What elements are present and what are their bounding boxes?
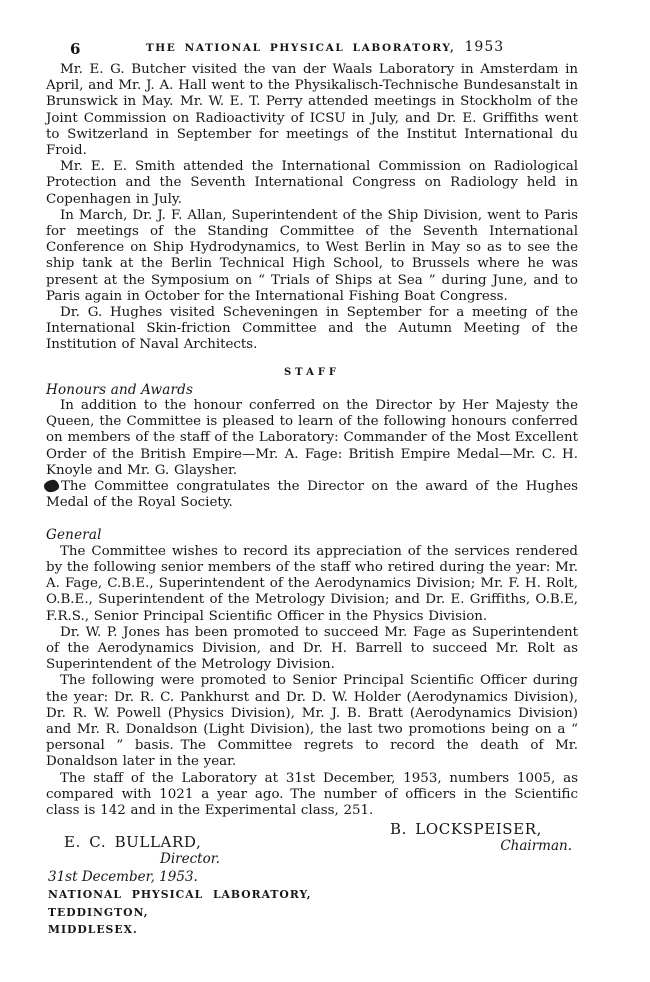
- address-line-middlesex: MIDDLESEX.: [48, 923, 138, 936]
- director-name: E. C. BULLARD,: [64, 833, 202, 851]
- director-signature-block: [46, 834, 578, 939]
- paragraph-hughes-medal: [46, 479, 578, 511]
- paragraph-honours-conferred: In addition to the honour conferred on the Director by Her Majesty the Queen, the Committee is pleased to learn of the following honours conferred on members of the staff of the Laboratory: Commander of the Most Excellent Order of the British Empire—Mr. A. Fage: British Empire Medal—Mr. C. H. Knoyle and Mr. G. Glaysher.: [46, 398, 578, 478]
- paragraph-butcher-visits: Mr. E. G. Butcher visited the van der Waals Laboratory in Amsterdam in April, and Mr. J. A. Hall went to the Physikalisch-Technische Bundesanstalt in Brunswick in May. Mr. W. E. T. Perry attended meetings in Stockholm of the Joint Commission on Radioactivity of ICSU in July, and Dr. E. Griffiths went to Switzerland in September for meetings of the Institut International du Froid.: [46, 62, 578, 159]
- subsection-heading-honours-and-awards: Honours and Awards: [46, 381, 194, 398]
- page-number: 6: [70, 40, 81, 58]
- address-line-teddington: TEDDINGTON,: [48, 905, 149, 919]
- running-title-text: THE NATIONAL PHYSICAL LABORATORY,: [145, 42, 456, 54]
- paragraph-spso-promotions: The following were promoted to Senior Principal Scientific Officer during the year: Dr. R. C. Pankhurst and Dr. D. W. Holder (Aerodynamics Division), Dr. R. W. Powell (Physics Division), Mr. J. B. Bratt (Aerodynamics Division) and Mr. R. Donaldson (Light Division), the last two promotions being on a “ personal ” basis. The Committee regrets to record the death of Mr. Donaldson later in the year.: [46, 673, 578, 770]
- chairman-name: B. LOCKSPEISER,: [389, 820, 542, 839]
- signature-date: 31st December, 1953.: [48, 869, 198, 885]
- paragraph-retirements: The Committee wishes to record its appreciation of the services rendered by the following senior members of the staff who retired during the year: Mr. A. Fage, C.B.E., Superintendent of the Aerodynamics Division; Mr. F. H. Rolt, O.B.E., Superintendent of the Metrology Division; and Dr. E. Griffiths, O.B.E, F.R.S., Senior Principal Scientific Officer in the Physics Division.: [46, 543, 578, 624]
- paragraph-hughes-scheveningen: Dr. G. Hughes visited Scheveningen in September for a meeting of the International Skin-friction Committee and the Autumn Meeting of the Institution of Naval Architects.: [46, 305, 578, 353]
- address-line-laboratory: NATIONAL PHYSICAL LABORATORY,: [48, 888, 312, 901]
- ink-blot-mark: [43, 479, 60, 493]
- section-heading-staff: STAFF: [283, 366, 341, 378]
- subsection-heading-general: General: [46, 527, 102, 544]
- page-body: [46, 62, 578, 854]
- paragraph-jones-barrell-promotions: Dr. W. P. Jones has been promoted to succeed Mr. Fage as Superintendent of the Aerodynamics Division, and Dr. H. Barrell to succeed Mr. Rolt as Superintendent of the Metrology Division.: [46, 624, 578, 673]
- running-title: [0, 36, 650, 55]
- chairman-title: Chairman.: [500, 838, 572, 855]
- paragraph-text: The Committee congratulates the Director on the award of the Hughes Medal of the Royal Society.: [46, 479, 578, 511]
- paragraph-allan-ship-division: In March, Dr. J. F. Allan, Superintendent of the Ship Division, went to Paris for meetings of the Standing Committee of the Seventh International Conference on Ship Hydrodynamics, to West Berlin in May so as to see the ship tank at the Berlin Technical High School, to Brussels where he was present at the Symposium on “ Trials of Ships at Sea ” during June, and to Paris again in October for the International Fishing Boat Congress.: [46, 207, 578, 304]
- paragraph-staff-numbers: The staff of the Laboratory at 31st December, 1953, numbers 1005, as compared with 1021 a year ago. The number of officers in the Scientific class is 142 and in the Experimental class, 251.: [46, 770, 578, 818]
- page-header: [0, 36, 650, 58]
- director-title: Director.: [160, 851, 220, 867]
- running-title-year: 1953: [464, 39, 505, 55]
- paragraph-smith-radiology: Mr. E. E. Smith attended the International Commission on Radiological Protection and the Seventh International Congress on Radiology held in Copenhagen in July.: [46, 159, 578, 207]
